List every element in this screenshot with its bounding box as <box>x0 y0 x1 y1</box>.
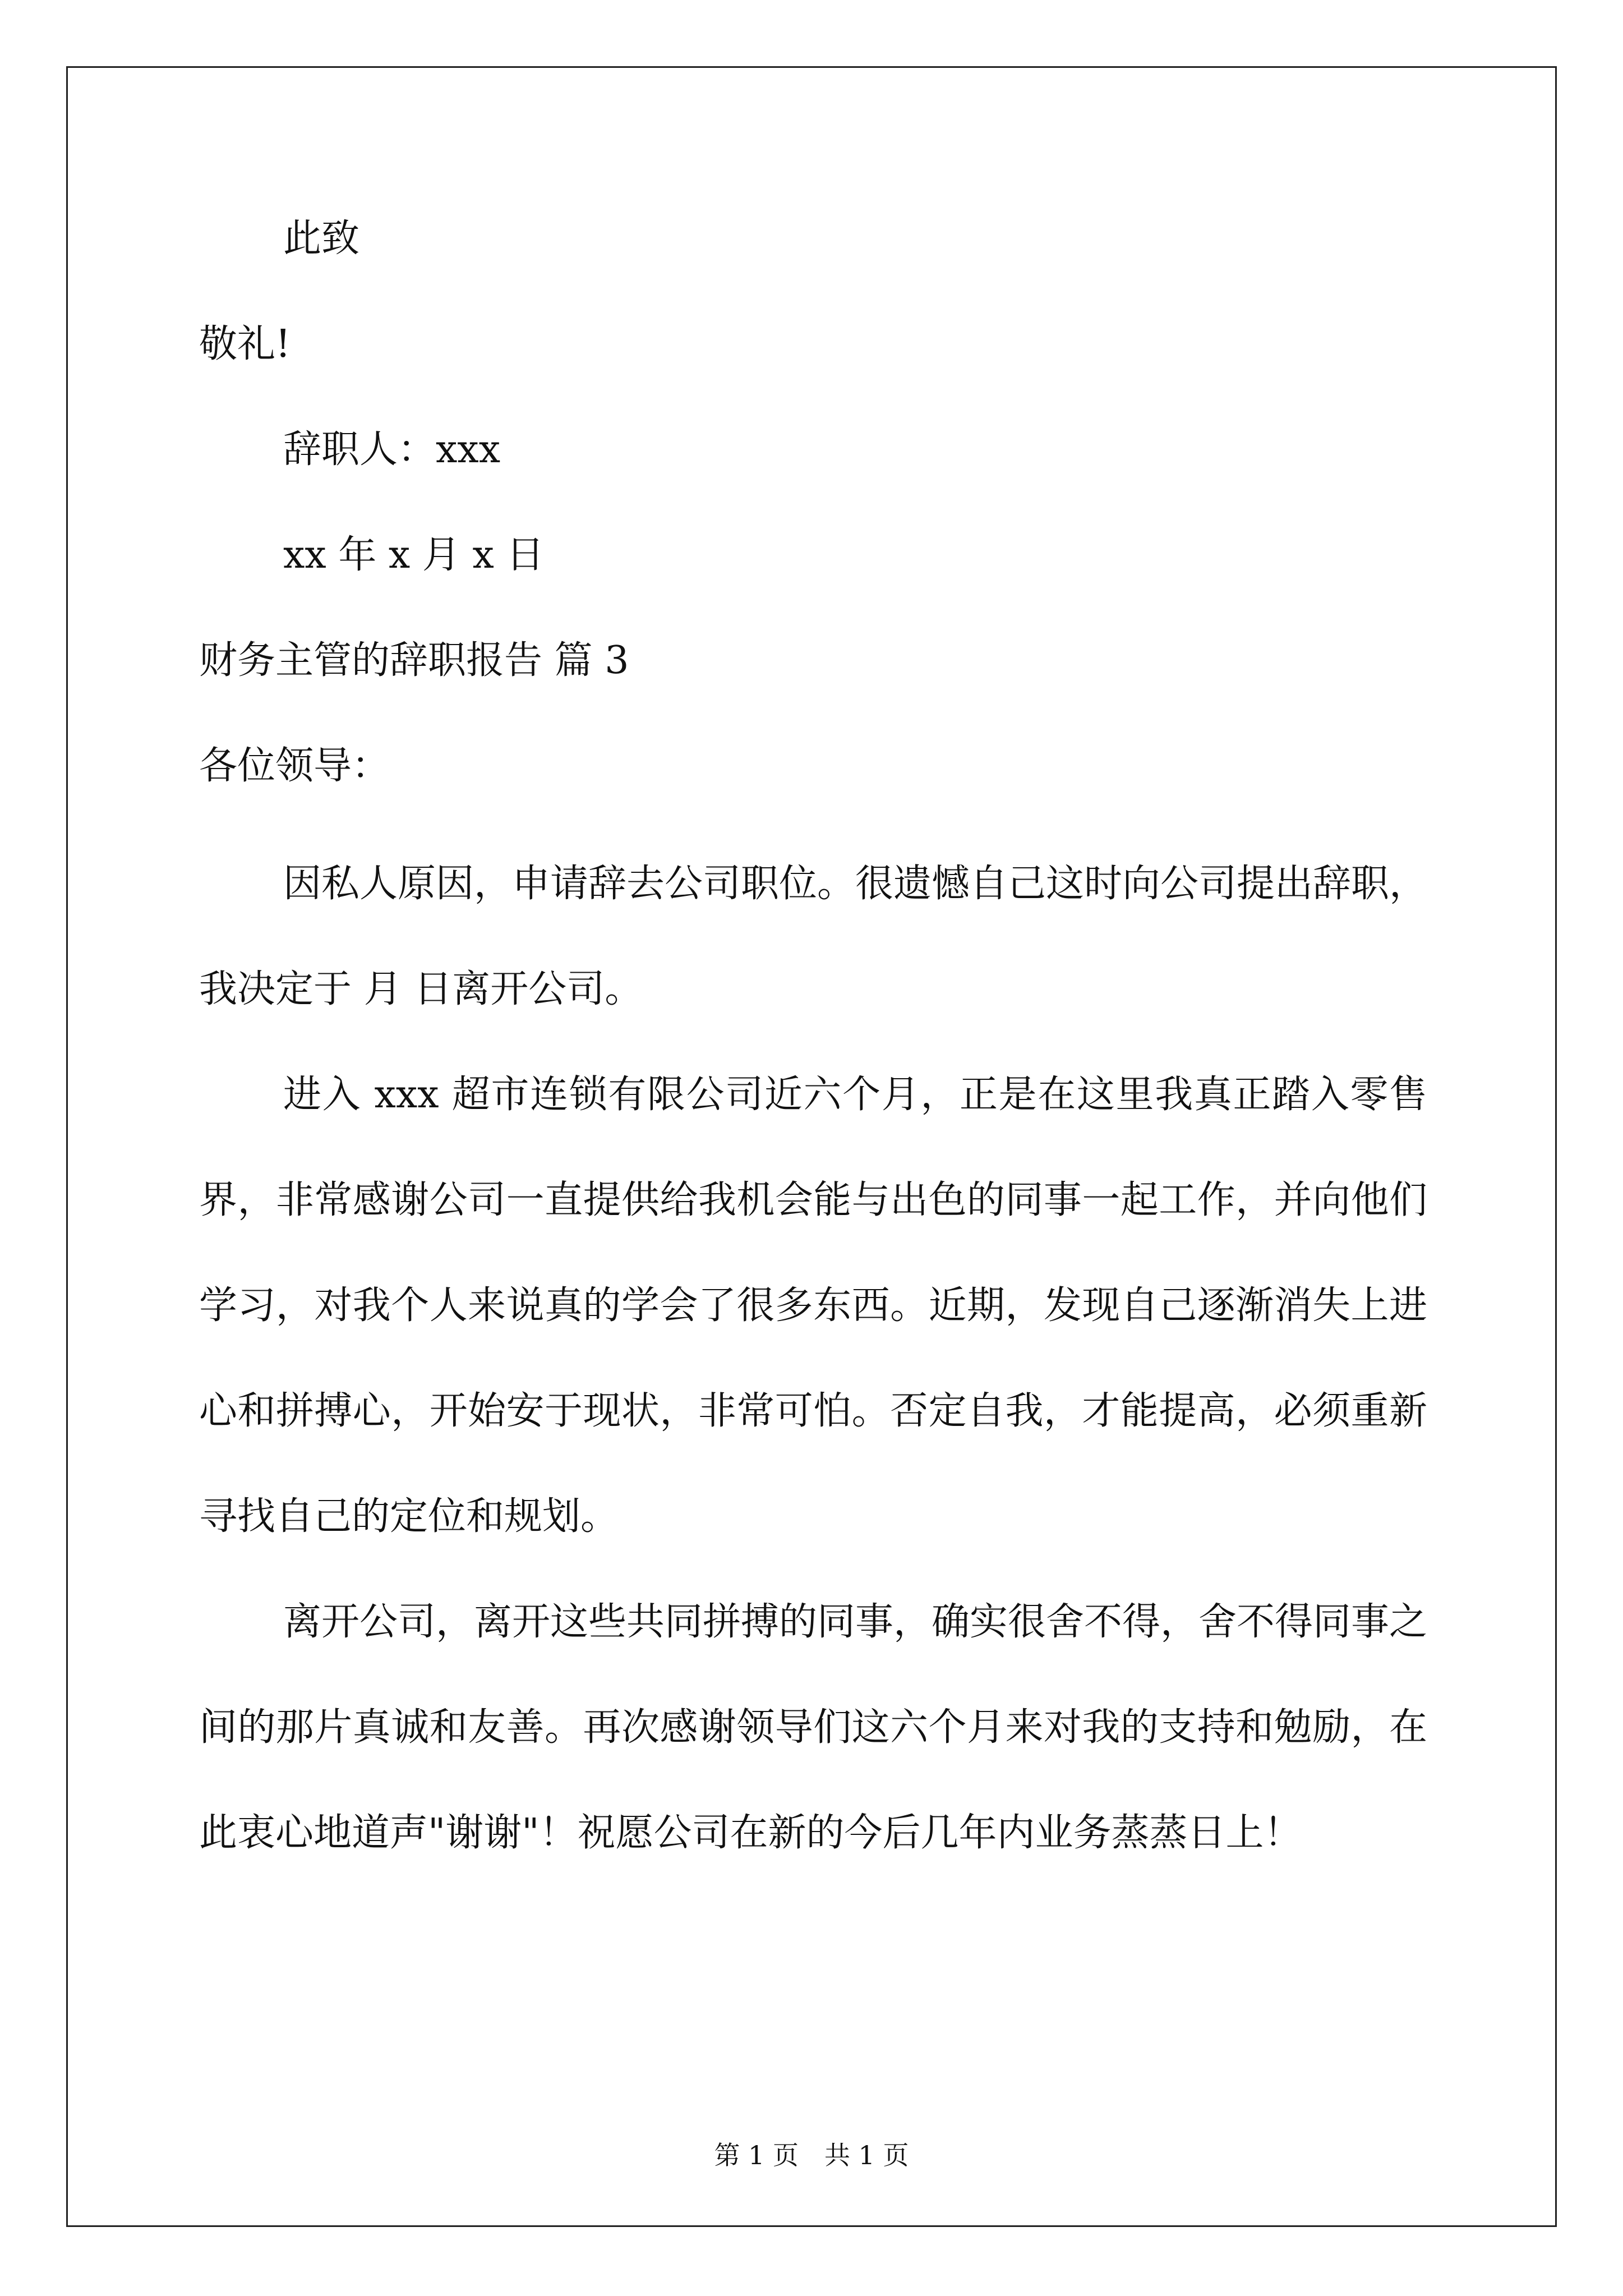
page-footer: 第 1 页 共 1 页 <box>714 2140 909 2170</box>
section-title: 财务主管的辞职报告 篇 3 <box>199 638 629 683</box>
date-line: xx 年 x 月 x 日 <box>283 533 545 577</box>
salutation: 各位领导： <box>199 744 390 788</box>
paragraph-3: 离开公司，离开这些共同拼搏的同事，确实很舍不得，舍不得同事之间的那片真诚和友善。再次感谢领导们这六个月来对我的支持和勉励，在此衷心地道声"谢谢"！祝愿公司在新的今后几年内业务蒸蒸日上！ <box>199 1600 1428 1855</box>
closing-line: 此致 <box>283 217 360 261</box>
paragraph-2: 进入 xxx 超市连锁有限公司近六个月，正是在这里我真正踏入零售界，非常感谢公司一直提供给我机会能与出色的同事一起工作，并向他们学习，对我个人来说真的学会了很多东西。近期，发现自己逐渐消失上进心和拼搏心，开始安于现状，非常可怕。否定自我，才能提高，必须重新寻找自己的定位和规划。 <box>199 1073 1427 1539</box>
signer-line: 辞职人：xxx <box>283 427 501 472</box>
closing-salute: 敬礼! <box>199 322 291 366</box>
paragraph-1: 因私人原因，申请辞去公司职位。很遗憾自己这时向公司提出辞职，我决定于 月 日离开公司。 <box>199 862 1428 1011</box>
